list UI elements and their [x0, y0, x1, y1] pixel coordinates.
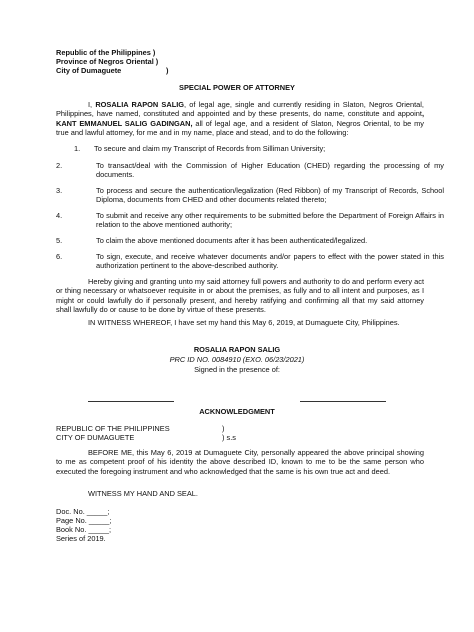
doc-no: Doc. No. _____; [56, 507, 110, 516]
page-no: Page No. _____; [56, 516, 112, 525]
list-item [56, 211, 444, 230]
intro-text-a: I, [88, 100, 96, 109]
witness-signature-line-left [88, 401, 174, 402]
ack-republic: REPUBLIC OF THE PHILIPPINES [56, 424, 170, 433]
ack-city: CITY OF DUMAGUETE [56, 433, 135, 442]
list-item-number: 4. [56, 211, 63, 220]
list-item-number: 2. [56, 161, 63, 170]
ack-body-paragraph: BEFORE ME, this May 6, 2019 at Dumaguete City, personally appeared the above principal showing to me as competent proof of his identity the above described ID, known to me to be the same person who executed the foregoing instrument and who acknowledged that the same is his own true act and deed. [56, 448, 424, 476]
list-item [76, 144, 418, 153]
list-item-number: 3. [56, 186, 63, 195]
list-item [56, 252, 444, 271]
list-item-text: To transact/deal with the Commission of Higher Education (CHED) regarding the processing of my documents. [96, 161, 444, 180]
header-line-republic: Republic of the Philippines ) [56, 48, 156, 57]
list-item [56, 161, 444, 180]
witness-hand-seal: WITNESS MY HAND AND SEAL. [88, 489, 198, 498]
acknowledgment-title: ACKNOWLEDGMENT [199, 407, 275, 416]
list-item-text: To secure and claim my Transcript of Records from Silliman University; [94, 144, 326, 153]
list-item [56, 186, 444, 205]
list-item-text: To sign, execute, and receive whatever documents and/or papers to effect with the power stated in this authorization pertinent to the above-described authority. [96, 252, 444, 271]
principal-name: ROSALIA RAPON SALIG [95, 100, 185, 109]
list-item-text: To process and secure the authentication/legalization (Red Ribbon) of my Transcript of Records, School Diploma, documents from CHED and other documents related thereto; [96, 186, 444, 205]
list-item-text: To submit and receive any other requirements to be submitted before the Department of Foreign Affairs in relation to the above mentioned authority; [96, 211, 444, 230]
witness-paragraph: IN WITNESS WHEREOF, I have set my hand this May 6, 2019, at Dumaguete City, Philippines. [88, 318, 400, 327]
document-title: SPECIAL POWER OF ATTORNEY [179, 83, 295, 92]
header-line-city: City of Dumaguete [56, 66, 122, 75]
list-item-number: 1. [74, 144, 81, 153]
signed-in-presence: Signed in the presence of: [194, 365, 280, 374]
ack-republic-paren: ) [222, 424, 225, 433]
signatory-name: ROSALIA RAPON SALIG [193, 345, 281, 354]
intro-paragraph [56, 100, 424, 138]
list-item-number: 5. [56, 236, 63, 245]
list-item [56, 236, 444, 245]
intro-text-c: all of legal age, and a resident of Slaton, Negros Oriental, to be my true and lawful attorney, for me and in my name, place and stead, and to do the following: [56, 118, 424, 138]
list-item-text: To claim the above mentioned documents after it has been authenticated/legalized. [96, 236, 368, 245]
grant-paragraph: Hereby giving and granting unto my said attorney full powers and authority to do and perform every act or thing necessary or whatsoever requisite in or about the premises, as fully and to all intent and purposes, as I might or could lawfully do if personally present, and hereby ratifying and confirming all that my said attorney shall lawfully do or cause to be done by virtue of these presents. [56, 277, 424, 315]
header-line-city-paren: ) [166, 66, 169, 75]
signatory-prc-id: PRC ID NO. 0084910 (EXO. 06/23/2021) [169, 355, 305, 364]
attorney-name: , KANT EMMANUEL SALIG GADINGAN, [56, 109, 424, 128]
witness-signature-line-right [300, 401, 386, 402]
list-item-number: 6. [56, 252, 63, 261]
header-line-province: Province of Negros Oriental ) [56, 57, 159, 66]
book-no: Book No. _____; [56, 525, 112, 534]
intro-text-b: , of legal age, single and currently residing in Slaton, Negros Oriental, Philippines, have named, constituted and appointed and by these presents, do name, constitute and appoint [56, 100, 424, 119]
ack-city-ss: ) s.s [222, 433, 236, 442]
series-year: Series of 2019. [56, 534, 106, 543]
